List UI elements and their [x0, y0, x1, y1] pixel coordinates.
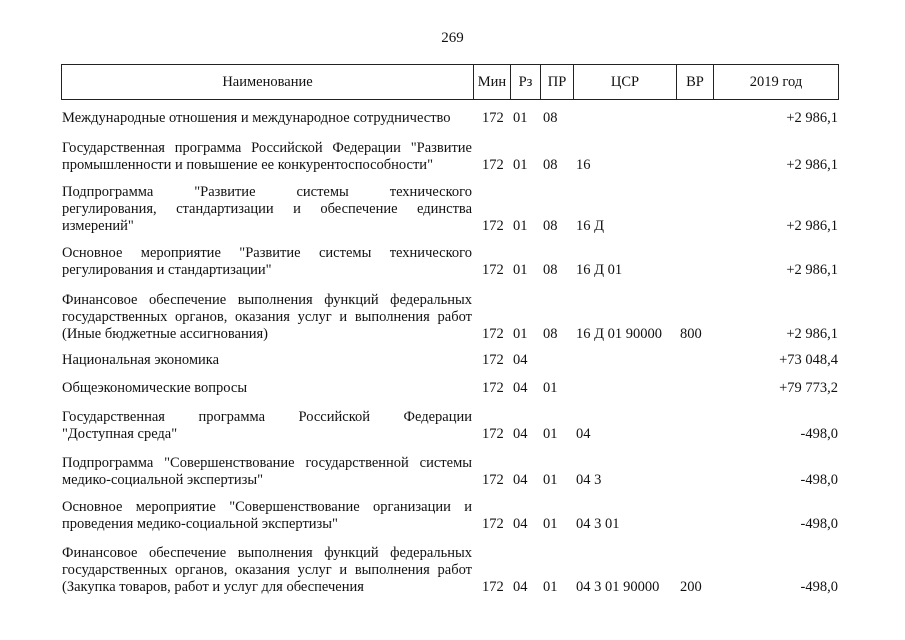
row-name-line: (Закупка товаров, работ и услуг для обеспечения: [62, 579, 364, 595]
row-name-line: государственных органов, оказания услуг и выполнения работ: [62, 309, 472, 325]
row-amount: -498,0: [800, 426, 838, 442]
header-pr: ПР: [541, 64, 574, 100]
row-name-line: Государственная программа Российской Федерации: [62, 409, 472, 425]
row-name-line: промышленности и повышение ее конкурентоспособности": [62, 157, 433, 173]
row-rz: 01: [513, 157, 528, 173]
row-name: [62, 352, 472, 369]
row-pr: 01: [543, 472, 558, 488]
row-amount: -498,0: [800, 472, 838, 488]
row-csr: 04 3: [576, 472, 602, 488]
row-name: [62, 245, 472, 279]
row-amount: +2 986,1: [786, 110, 838, 126]
header-year: 2019 год: [714, 64, 839, 100]
header-rz: Рз: [511, 64, 541, 100]
table-row: [0, 499, 905, 533]
row-name-line: Финансовое обеспечение выполнения функций федеральных: [62, 292, 472, 308]
row-name-line: проведения медико-социальной экспертизы": [62, 516, 338, 532]
row-rz: 01: [513, 262, 528, 278]
row-name: [62, 409, 472, 443]
row-min: 172: [482, 579, 504, 595]
row-pr: 08: [543, 262, 558, 278]
row-rz: 04: [513, 472, 528, 488]
row-amount: +73 048,4: [779, 352, 838, 368]
row-min: 172: [482, 352, 504, 368]
row-rz: 01: [513, 218, 528, 234]
table-header: [61, 64, 839, 102]
row-name: [62, 140, 472, 174]
row-name-line: медико-социальной экспертизы": [62, 472, 264, 488]
row-min: 172: [482, 472, 504, 488]
row-amount: -498,0: [800, 516, 838, 532]
page-number: 269: [441, 30, 464, 46]
row-name: [62, 184, 472, 235]
row-min: 172: [482, 326, 504, 342]
row-vr: 200: [680, 579, 702, 595]
row-name: [62, 455, 472, 489]
row-name: [62, 292, 472, 343]
row-rz: 04: [513, 352, 528, 368]
row-vr: 800: [680, 326, 702, 342]
row-min: 172: [482, 218, 504, 234]
row-name-line: регулирования и стандартизации": [62, 262, 272, 278]
row-name-line: Подпрограмма "Развитие системы технического: [62, 184, 472, 200]
table-row: [0, 184, 905, 235]
row-csr: 16 Д: [576, 218, 605, 234]
row-name-line: (Иные бюджетные ассигнования): [62, 326, 269, 342]
row-amount: +79 773,2: [779, 380, 838, 396]
row-name-line: Основное мероприятие "Совершенствование организации и: [62, 499, 472, 515]
row-name-line: Национальная экономика: [62, 352, 220, 368]
row-min: 172: [482, 157, 504, 173]
row-name-line: Общеэкономические вопросы: [62, 380, 248, 396]
row-pr: 01: [543, 516, 558, 532]
table-row: [0, 455, 905, 489]
table-row: [0, 245, 905, 279]
table-row: [0, 292, 905, 343]
row-amount: +2 986,1: [786, 157, 838, 173]
row-rz: 01: [513, 326, 528, 342]
header-csr: ЦСР: [574, 64, 677, 100]
row-name-line: "Доступная среда": [62, 426, 178, 442]
row-name: [62, 499, 472, 533]
table-row: [0, 110, 905, 127]
row-name: [62, 545, 472, 596]
row-rz: 04: [513, 380, 528, 396]
row-min: 172: [482, 516, 504, 532]
table-row: [0, 140, 905, 174]
row-csr: 04 3 01: [576, 516, 620, 532]
row-name-line: Финансовое обеспечение выполнения функций федеральных: [62, 545, 472, 561]
row-rz: 04: [513, 426, 528, 442]
row-min: 172: [482, 110, 504, 126]
row-csr: 16 Д 01 90000: [576, 326, 663, 342]
row-pr: 08: [543, 218, 558, 234]
table-row: [0, 380, 905, 397]
row-pr: 01: [543, 579, 558, 595]
row-csr: 16: [576, 157, 591, 173]
row-amount: +2 986,1: [786, 218, 838, 234]
row-pr: 08: [543, 326, 558, 342]
table-row: [0, 409, 905, 443]
row-csr: 04 3 01 90000: [576, 579, 660, 595]
row-name: [62, 380, 472, 397]
row-name: [62, 110, 472, 127]
row-name-line: Основное мероприятие "Развитие системы технического: [62, 245, 472, 261]
header-min: Мин: [474, 64, 511, 100]
row-rz: 04: [513, 579, 528, 595]
table-row: [0, 545, 905, 596]
row-name-line: регулирования, стандартизации и обеспечение единства: [62, 201, 472, 217]
row-amount: +2 986,1: [786, 262, 838, 278]
header-name: Наименование: [61, 64, 474, 100]
row-name-line: Подпрограмма "Совершенствование государственной системы: [62, 455, 472, 471]
row-rz: 04: [513, 516, 528, 532]
row-min: 172: [482, 262, 504, 278]
row-name-line: измерений": [62, 218, 134, 234]
row-min: 172: [482, 380, 504, 396]
row-pr: 01: [543, 380, 558, 396]
row-csr: 16 Д 01: [576, 262, 623, 278]
row-csr: 04: [576, 426, 591, 442]
table-row: [0, 352, 905, 369]
row-rz: 01: [513, 110, 528, 126]
header-vr: ВР: [677, 64, 714, 100]
row-name-line: Международные отношения и международное сотрудничество: [62, 110, 451, 126]
row-pr: 01: [543, 426, 558, 442]
row-pr: 08: [543, 157, 558, 173]
row-name-line: государственных органов, оказания услуг и выполнения работ: [62, 562, 472, 578]
row-name-line: Государственная программа Российской Федерации "Развитие: [62, 140, 472, 156]
row-amount: +2 986,1: [786, 326, 838, 342]
row-min: 172: [482, 426, 504, 442]
row-amount: -498,0: [800, 579, 838, 595]
row-pr: 08: [543, 110, 558, 126]
